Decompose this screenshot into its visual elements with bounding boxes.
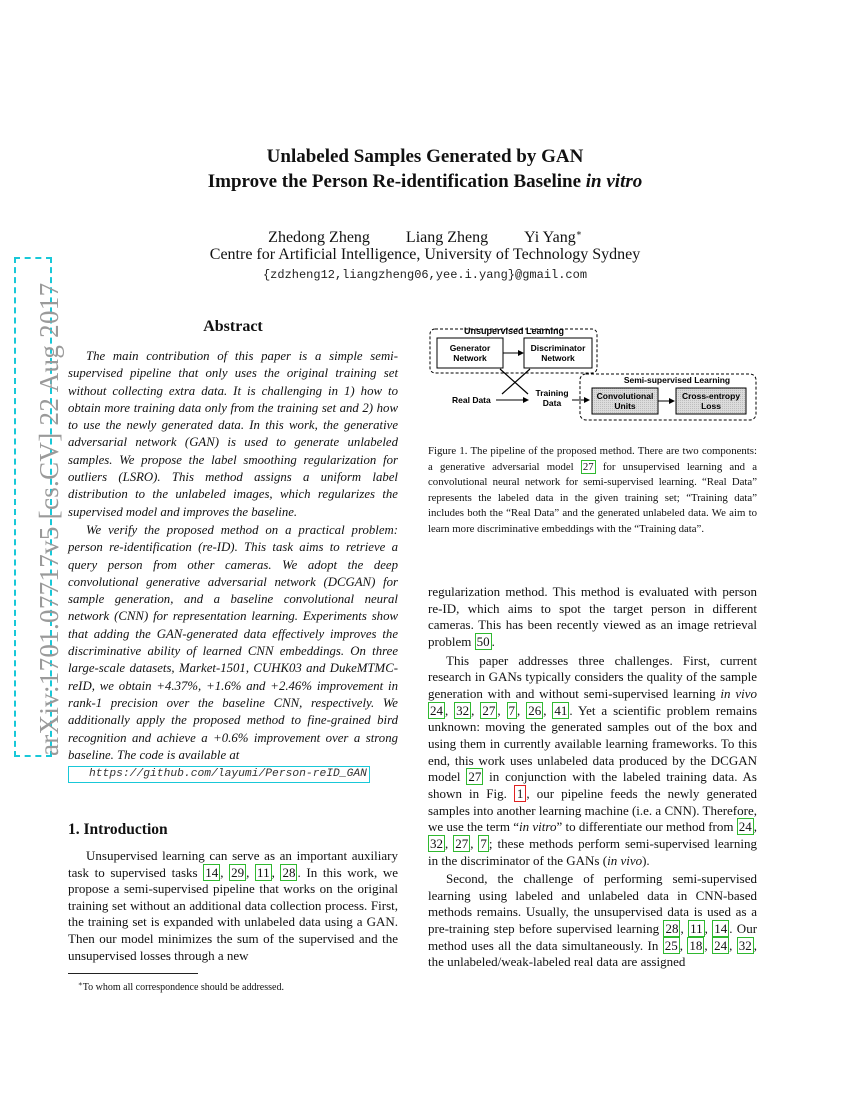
author-email: {zdzheng12,liangzheng06,yee.i.yang}@gmail.com <box>262 268 588 282</box>
intro-heading: 1. Introduction <box>68 821 168 838</box>
citation-link[interactable]: 7 <box>480 835 487 851</box>
cross-line-1 <box>500 369 528 394</box>
abstract-heading: Abstract <box>203 318 263 335</box>
paper-title <box>0 144 850 194</box>
citation-link[interactable]: 25 <box>664 937 678 953</box>
citation-link[interactable]: 27 <box>468 769 482 785</box>
citation-link[interactable]: 7 <box>508 702 516 718</box>
generator-label: Network <box>453 353 487 363</box>
citation-link[interactable]: 32 <box>456 702 470 718</box>
author: Yi Yang∗ <box>524 228 582 246</box>
title-line-2-italic: in vitro <box>585 171 643 192</box>
discriminator-label: Discriminator <box>530 343 586 353</box>
citation-link[interactable]: 41 <box>554 702 568 718</box>
generator-label: Generator <box>449 343 491 353</box>
citation-link[interactable]: 29 <box>231 864 245 880</box>
footnote: ∗To whom all correspondence should be addressed. <box>78 980 284 993</box>
author: Liang Zheng <box>405 229 489 246</box>
citation-link[interactable]: 14 <box>205 864 219 880</box>
figure-1-pipeline <box>424 322 760 422</box>
footnote-rule <box>68 973 198 974</box>
citation-link[interactable]: 27 <box>582 460 594 473</box>
discriminator-label: Network <box>541 353 575 363</box>
body-paragraph: Second, the challenge of performing semi-supervised learning using labeled and unlabeled data in CNN-based methods remains. Usually, the unsupervised data is used as a pre-training step before supervised learning 28 , 11 , 14 . Our method uses all the data simultaneously. In 25 , 18 , 24 , 32 , the unlabeled/weak-labeled real data are assigned <box>428 871 758 970</box>
right-column <box>428 584 757 971</box>
training-data-label: Training <box>535 388 569 398</box>
abstract-paragraph-1: The main contribution of this paper is a simple semi-supervised pipeline that only uses the original training set without collecting extra data. It is challenging in 1) how to obtain more training data only from the training set and 2) how to use the newly generated data. In this work, the generative adversarial network (GAN) is used to generate unlabeled samples. We propose the label smoothing regularization for outliers (LSRO). This method assigns a uniform label distribution to the unlabeled images, which regularizes the supervised model and improves the baseline. <box>68 349 398 519</box>
intro-paragraph: Unsupervised learning can serve as an important auxiliary task to supervised tasks 14 , 29 , 11 , 28 . In this work, we propose a semi-supervised pipeline that works on the original training set without an additional data collection process. First, the training set is expanded with unlabeled data using a GAN. Then our model minimizes the sum of the supervised and the unsupervised losses through a new <box>68 848 399 963</box>
citation-link[interactable]: 32 <box>430 835 443 851</box>
citation-link[interactable]: 18 <box>689 937 703 953</box>
citation-link[interactable]: 24 <box>714 937 728 953</box>
citation-link[interactable]: 11 <box>690 921 703 937</box>
citation-link[interactable]: 14 <box>714 921 728 937</box>
citation-link[interactable]: 27 <box>455 835 469 851</box>
citation-link[interactable]: 26 <box>528 702 542 718</box>
figure-ref-link[interactable]: 1 <box>514 785 527 802</box>
citation-link[interactable]: 50 <box>476 633 490 649</box>
arxiv-stamp[interactable]: arXiv:1701.07717v5 [cs.CV] 22 Aug 2017 <box>34 282 64 756</box>
citation-link[interactable]: 27 <box>482 702 496 718</box>
real-data-label: Real Data <box>452 395 491 405</box>
citation-link[interactable]: 28 <box>665 921 679 937</box>
cross-entropy-label: Loss <box>701 401 721 411</box>
title-line-2-plain: Improve the Person Re-identification Baseline <box>207 171 586 192</box>
unsupervised-label: Unsupervised Learning <box>463 326 565 336</box>
abstract-section <box>68 318 398 783</box>
abstract-paragraph-2: We verify the proposed method on a practical problem: person re-identification (re-ID). This task aims to retrieve a query person from other cameras. We adopt the deep convolutional generative adversarial network (DCGAN) for sample generation, and a baseline convolutional neural network (CNN) for representation learning. Experiments show that adding the GAN-generated data effectively improves the discriminative ability of learned CNN embeddings. On three large-scale datasets, Market-1501, CUHK03 and DukeMTMC-reID, we obtain +4.37%, +1.6% and +2.46% improvement in rank-1 precision over the baseline CNN, respectively. We additionally apply the proposed method to fine-grained bird recognition and achieve a +0.6% improvement over a strong baseline. The code is available at https://github.com/layumi/Person-reID_GAN <box>68 522 398 783</box>
title-line-2 <box>0 169 850 194</box>
author: Zhedong Zheng <box>268 229 370 246</box>
conv-units-label: Units <box>614 401 636 411</box>
body-paragraph: regularization method. This method is evaluated with person re-ID, which aims to spot the target person in different cameras. This has been recently viewed as an image retrieval problem 50 . <box>428 584 757 649</box>
training-data-label: Data <box>542 398 562 408</box>
affiliation: Centre for Artificial Intelligence, University of Technology Sydney <box>209 246 641 263</box>
citation-link[interactable]: 24 <box>430 702 443 718</box>
figure-1-caption: Figure 1. The pipeline of the proposed method. There are two components: a generative adversarial model 27 for unsupervised learning and a convolutional neural network for semi-supervised learning. “Real Data” represents the labeled data in the given training set; “Training data” includes both the “Real Data” and the generated unlabeled data. We aim to learn more discriminative embeddings with the “Training data”. <box>428 445 757 535</box>
conv-units-label: Convolutional <box>596 391 654 401</box>
cross-entropy-label: Cross-entropy <box>681 391 741 401</box>
title-line-1: Unlabeled Samples Generated by GAN <box>266 146 584 167</box>
citation-link[interactable]: 28 <box>282 864 296 880</box>
citation-link[interactable]: 24 <box>738 819 752 835</box>
citation-link[interactable]: 11 <box>257 864 270 880</box>
semisupervised-label: Semi-supervised Learning <box>623 375 731 385</box>
code-url-link[interactable]: https://github.com/layumi/Person-reID_GAN <box>68 766 370 783</box>
citation-link[interactable]: 32 <box>738 937 752 953</box>
body-paragraph: This paper addresses three challenges. First, current research in GANs typically considers the quality of the sample generation with and without semi-supervised learning in vivo 24 , 32 , 27 , 7 , 26 , 41 . Yet a scientific problem remains unknown: moving the generated samples out of the box and using them in currently available learning frameworks. To this end, this work uses unlabeled data produced by the DCGAN model 27 in conjunction with the labeled training data. As shown in Fig. 1 , our pipeline feeds the newly generated samples into another learning machine (i.e. a CNN). Therefore, we use the term “in vitro” to differentiate our method from 24 , 32 , 27 , 7 ; these methods perform semi-supervised learning in the discriminator of the GANs (in vivo). <box>428 652 758 868</box>
